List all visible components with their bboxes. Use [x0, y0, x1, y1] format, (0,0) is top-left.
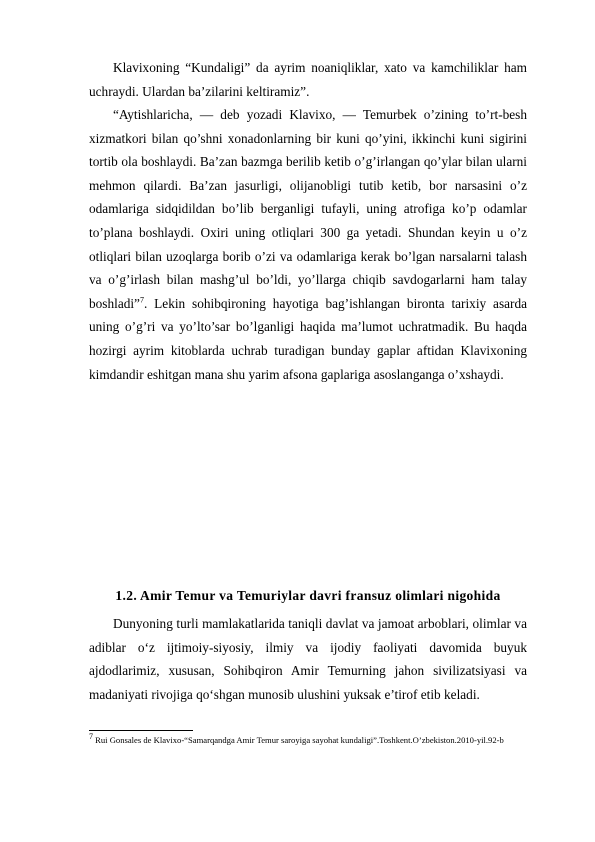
footnote: [89, 734, 527, 747]
footnote-number: 7: [89, 732, 93, 742]
body-paragraph: Klavixoning “Kundaligi” da ayrim noaniqliklar, xato va kamchiliklar ham uchraydi. Ulardan ba’zilarini keltiramiz”.: [89, 60, 527, 99]
body-paragraph: Dunyoning turli mamlakatlarida taniqli davlat va jamoat arboblari, olimlar va adiblar o‘z ijtimoiy-siyosiy, ilmiy va ijodiy faoliyati davomida buyuk ajdodlarimiz, xususan, Sohibqiron Amir Temurning jahon sivilizatsiyasi va madaniyati rivojiga qo‘shgan munosib ulushini yuksak e’tirof etib keladi.: [89, 616, 527, 702]
quote-text: “Aytishlaricha, — deb yozadi Klavixo, — Temurbek o’zining to’rt-besh xizmatkori bilan qo’shni xonadonlarning bir kuni qo’yini, ikkinchi kuni sigirini tortib ola boshlaydi. Ba’zan bazmga berilib ketib o’g’irlangan qo’ylar bilan ularni mehmon qilardi. Ba’zan jasurligi, olijanobligi tutib ketib, bor narsasini o’z odamlariga sidqidildan bo’lib berganligi tufayli, uning atrofiga ko’p odamlar to’plana boshlaydi. Oxiri uning otliqlari 300 ga yetadi. Shundan keyin u o’z otliqlari bilan uzoqlarga borib o’zi va odamlariga kerak bo’lgan narsalarni talash va o’g’irlash bilan mashg’ul bo’ldi, yo’llarga chiqib savdogarlarni ham talay boshladi”: [89, 107, 527, 311]
body-paragraph-quote: [89, 103, 527, 386]
footnote-reference[interactable]: 7: [139, 295, 144, 305]
footnote-divider: [89, 730, 193, 731]
section-heading: 1.2. Amir Temur va Temuriylar davri fransuz olimlari nigohida: [115, 588, 501, 603]
footnote-text: Rui Gonsales de Klavixo-“Samarqandga Amir Temur saroyiga sayohat kundaligi”.Toshkent.O’zbekiston.2010-yil.92-b: [93, 735, 504, 745]
quote-commentary: . Lekin sohibqironing hayotiga bag’ishlangan bironta tarixiy asarda uning o’g’ri va yo’lto’sar bo’lganligi haqida ma’lumot uchratmadik. Bu haqda hozirgi ayrim kitoblarda uchrab turadigan bunday gaplar aftidan Klavixoning kimdandir eshitgan mana shu yarim afsona gaplariga asoslanganga o’xshaydi.: [89, 295, 527, 382]
